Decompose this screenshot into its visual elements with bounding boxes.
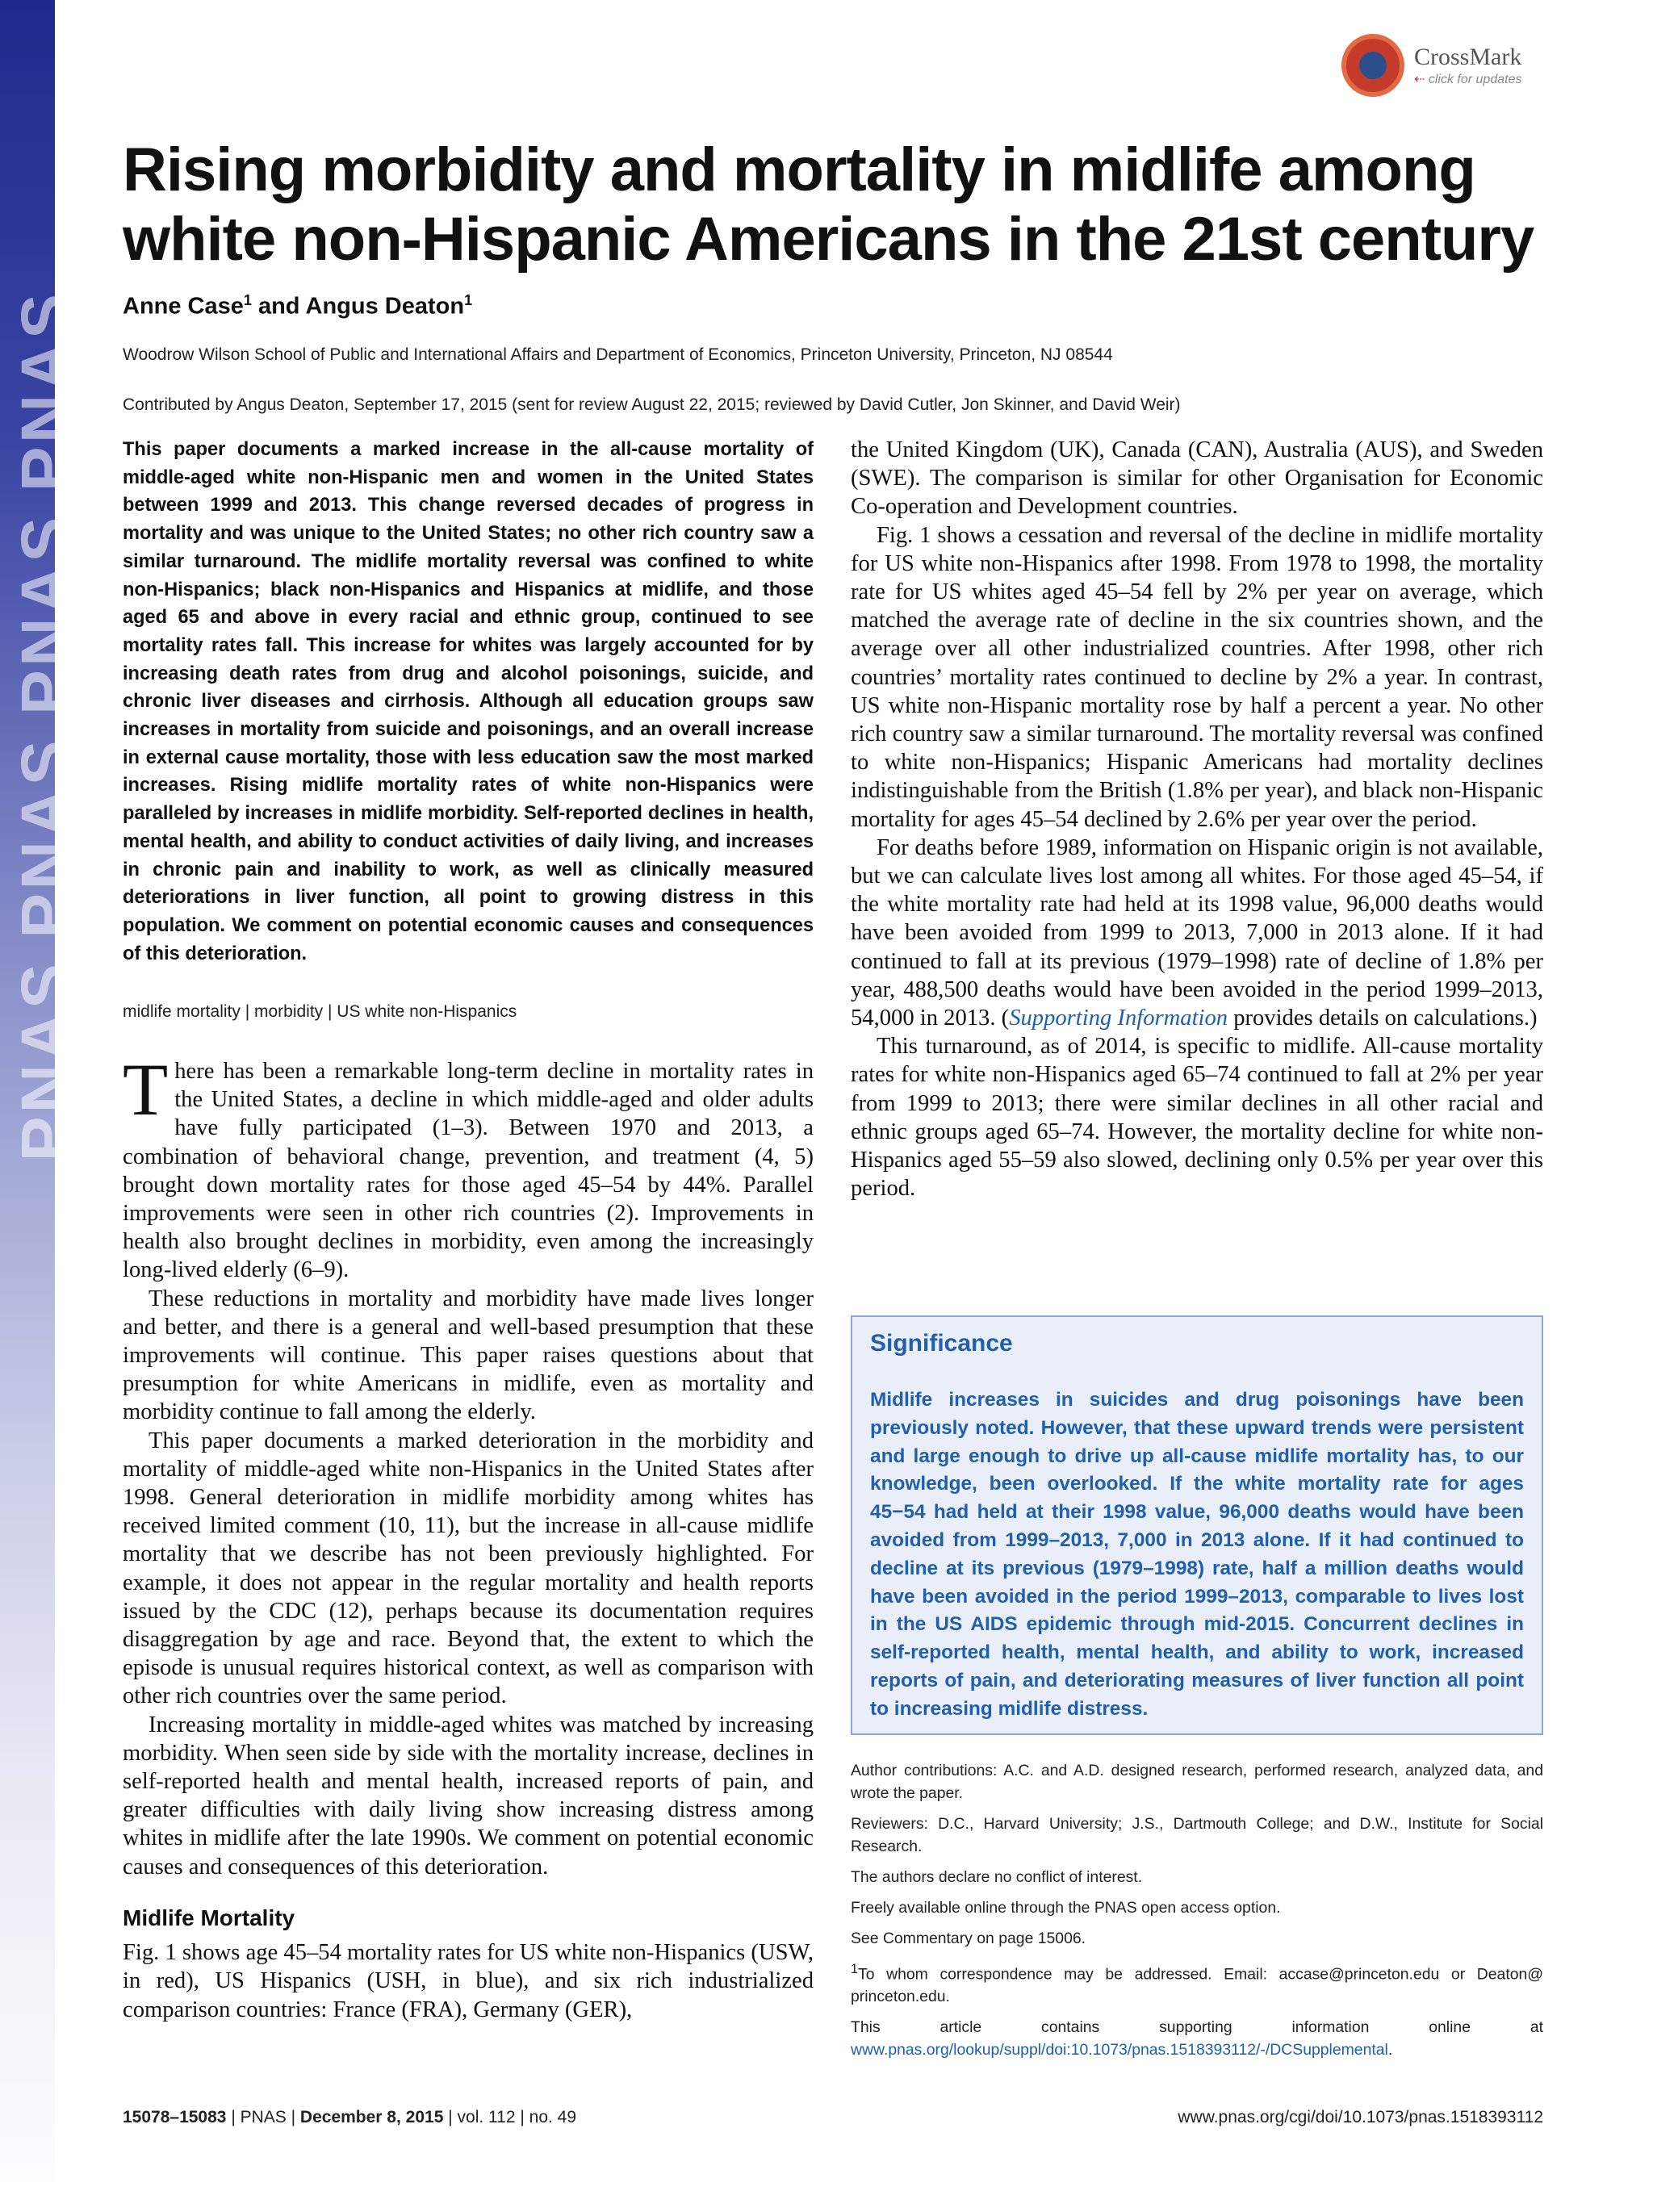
journal-sidebar	[0, 0, 83, 2212]
keywords: midlife mortality | morbidity | US white non-Hispanics	[123, 1002, 517, 1021]
footnotes	[851, 1759, 1543, 2069]
significance-box	[851, 1315, 1543, 1735]
body-paragraph: the United Kingdom (UK), Canada (CAN), Australia (AUS), and Sweden (SWE). The comparison is similar for other Organisation for Economic Co-operation and Development countries.	[851, 437, 1543, 520]
footer-citation: 15078–15083 | PNAS | December 8, 2015 | vol. 112 | no. 49	[123, 2108, 577, 2126]
article-title: Rising morbidity and mortality in midlife among white non-Hispanic Americans in the 21st century	[123, 136, 1534, 274]
supplemental-link[interactable]: www.pnas.org/lookup/suppl/doi:10.1073/pnas.1518393112/-/DCSupplemental	[851, 2041, 1388, 2059]
left-column-body	[123, 1048, 814, 2024]
significance-text: Midlife increases in suicides and drug poisonings have been previously noted. However, that these upward trends were persistent and large enough to drive up all-cause midlife mortality has, to our knowledge, been overlooked. If the white mortality rate for ages 45−54 had held at their 1998 value, 96,000 deaths would have been avoided from 1999–2013, 7,000 in 2013 alone. If it had continued to decline at its previous (1979–1998) rate, half a million deaths would have been avoided in the period 1999–2013, comparable to lives lost in the US AIDS epidemic through mid-2015. Concurrent declines in self-reported health, mental health, and ability to work, increased reports of pain, and deteriorating measures of liver function all point to increasing midlife distress.	[870, 1389, 1524, 1720]
crossmark-icon	[1341, 34, 1404, 97]
crossmark-subtitle: ⇠ click for updates	[1414, 73, 1522, 86]
conflict-note: The authors declare no conflict of interest.	[851, 1868, 1143, 1886]
correspondence-note: $^1$To whom correspondence may be addressed. Email: accase@princeton.edu or Deaton@ princeton.edu.	[851, 1962, 1543, 2006]
body-paragraph: For deaths before 1989, information on Hispanic origin is not available, but we can calculate lives lost among all whites. For those aged 45–54, if the white mortality rate had held at its 1998 value, 96,000 deaths would have been avoided from 1999 to 2013, 7,000 in 2013 alone. If it had continued to fall at its previous (1979–1998) rate of decline of 1.8% per year, 488,500 deaths would have been avoided in the period 1999–2013, 54,000 in 2013. (Supporting Information provides details on calculations.)	[851, 834, 1543, 1031]
right-column-body	[851, 436, 1543, 1202]
arrow-left-icon: ⇠	[1414, 73, 1425, 86]
body-paragraph: Increasing mortality in middle-aged whites was matched by increasing morbidity. When seen side by side with the mortality increase, declines in self-reported health and mental health, increased reports of pain, and greater difficulties with daily living show increasing distress among whites in midlife after the late 1990s. We comment on potential economic causes and consequences of this deterioration.	[123, 1712, 814, 1880]
contribution-line: Contributed by Angus Deaton, September 17, 2015 (sent for review August 22, 2015; reviewed by David Cutler, Jon Skinner, and David Weir)	[123, 395, 1181, 414]
section-heading: Midlife Mortality	[123, 1905, 295, 1930]
open-access-note: Freely available online through the PNAS open access option.	[851, 1899, 1281, 1917]
abstract: This paper documents a marked increase in the all-cause mortality of middle-aged white non-Hispanic men and women in the United States between 1999 and 2013. This change reversed decades of progress in mortality and was unique to the United States; no other rich country saw a similar turnaround. The midlife mortality reversal was confined to white non-Hispanics; black non-Hispanics and Hispanics at midlife, and those aged 65 and above in every racial and ethnic group, continued to see mortality rates fall. This increase for whites was largely accounted for by increasing death rates from drug and alcohol poisonings, suicide, and chronic liver diseases and cirrhosis. Although all education groups saw increases in mortality from suicide and poisonings, and an overall increase in external cause mortality, those with less education saw the most marked increases. Rising midlife mortality rates of white non-Hispanics were paralleled by increases in midlife morbidity. Self-reported declines in health, mental health, and ability to conduct activities of daily living, and increases in chronic pain and inability to work, as well as clinically measured deteriorations in liver function, all point to growing distress in this population. We comment on potential economic causes and consequences of this deterioration.	[123, 439, 814, 964]
author-list: Anne Case$^1$ and Angus Deaton$^1$	[123, 292, 473, 320]
sidebar-text: PNAS PNAS PNAS PNAS	[7, 291, 83, 1162]
intro-paragraph: There has been a remarkable long-term decline in mortality rates in the United States, a decline in which middle-aged and older adults have fully participated (1–3). Between 1970 and 2013, a combination of behavioral change, prevention, and treatment (4, 5) brought down mortality rates for those aged 45–54 by 44%. Parallel improvements were seen in other rich countries (2). Improvements in health also brought declines in morbidity, even among the increasingly long-lived elderly (6–9).	[123, 1048, 814, 1283]
supporting-info-note: This article contains supporting information online at www.pnas.org/lookup/suppl/doi:10.1073/pnas.1518393112/-/DCSupplemental.	[851, 2018, 1543, 2059]
body-paragraph: Fig. 1 shows age 45–54 mortality rates for US white non-Hispanics (USW, in red), US Hispanics (USH, in blue), and six rich industrialized comparison countries: France (FRA), Germany (GER),	[123, 1940, 814, 2022]
body-paragraph: These reductions in mortality and morbidity have made lives longer and better, and there is a general and well-based presumption that these improvements will continue. This paper raises questions about that presumption for white Americans in midlife, even as mortality and morbidity continue to fall among the elderly.	[123, 1286, 814, 1425]
body-paragraph: This turnaround, as of 2014, is specific to midlife. All-cause mortality rates for white non-Hispanics aged 65–74 continued to fall at 2% per year from 1999 to 2013; there were similar declines in all other racial and ethnic groups aged 65–74. However, the mortality decline for white non-Hispanics aged 55–59 also slowed, declining only 0.5% per year over this period.	[851, 1034, 1543, 1202]
author-contributions-note: Author contributions: A.C. and A.D. designed research, performed research, analyzed data, and wrote the paper.	[851, 1762, 1543, 1802]
author-case: Anne Case	[123, 293, 244, 320]
significance-heading: Significance	[870, 1330, 1013, 1357]
body-paragraph: This paper documents a marked deterioration in the morbidity and mortality of middle-aged white non-Hispanics in the United States after 1998. General deterioration in midlife morbidity among whites has received limited comment (10, 11), but the increase in all-cause midlife mortality that we describe has not been previously highlighted. For example, it does not appear in the regular mortality and health reports issued by the CDC (12), perhaps because its documentation requires disaggregation by age and race. Beyond that, the extent to which the episode is unusual requires historical context, as well as comparison with other rich countries over the same period.	[123, 1428, 814, 1709]
footer-doi[interactable]: www.pnas.org/cgi/doi/10.1073/pnas.1518393112	[1178, 2108, 1543, 2126]
supporting-information-link[interactable]: Supporting Information	[1009, 1006, 1228, 1031]
crossmark-title: CrossMark	[1414, 44, 1522, 70]
reviewers-note: Reviewers: D.C., Harvard University; J.S., Dartmouth College; and D.W., Institute for Social Research.	[851, 1815, 1543, 1855]
drop-cap: T	[123, 1048, 169, 1131]
crossmark-badge[interactable]	[1341, 34, 1521, 97]
author-deaton: Angus Deaton	[305, 293, 465, 320]
affiliation: Woodrow Wilson School of Public and International Affairs and Department of Economics, Princeton University, Princeton, NJ 08544	[123, 345, 1113, 364]
body-paragraph: Fig. 1 shows a cessation and reversal of the decline in midlife mortality for US white non-Hispanics after 1998. From 1978 to 1998, the mortality rate for US whites aged 45–54 fell by 2% per year on average, which matched the average rate of decline in the six countries shown, and the average over all other industrialized countries. After 1998, other rich countries’ mortality rates continued to decline by 2% a year. In contrast, US white non-Hispanic mortality rose by half a percent a year. No other rich country saw a similar turnaround. The mortality reversal was confined to white non-Hispanics; Hispanic Americans had mortality declines indistinguishable from the British (1.8% per year), and black non-Hispanic mortality for ages 45–54 declined by 2.6% per year over the period.	[851, 522, 1543, 832]
commentary-note: See Commentary on page 15006.	[851, 1930, 1086, 1947]
